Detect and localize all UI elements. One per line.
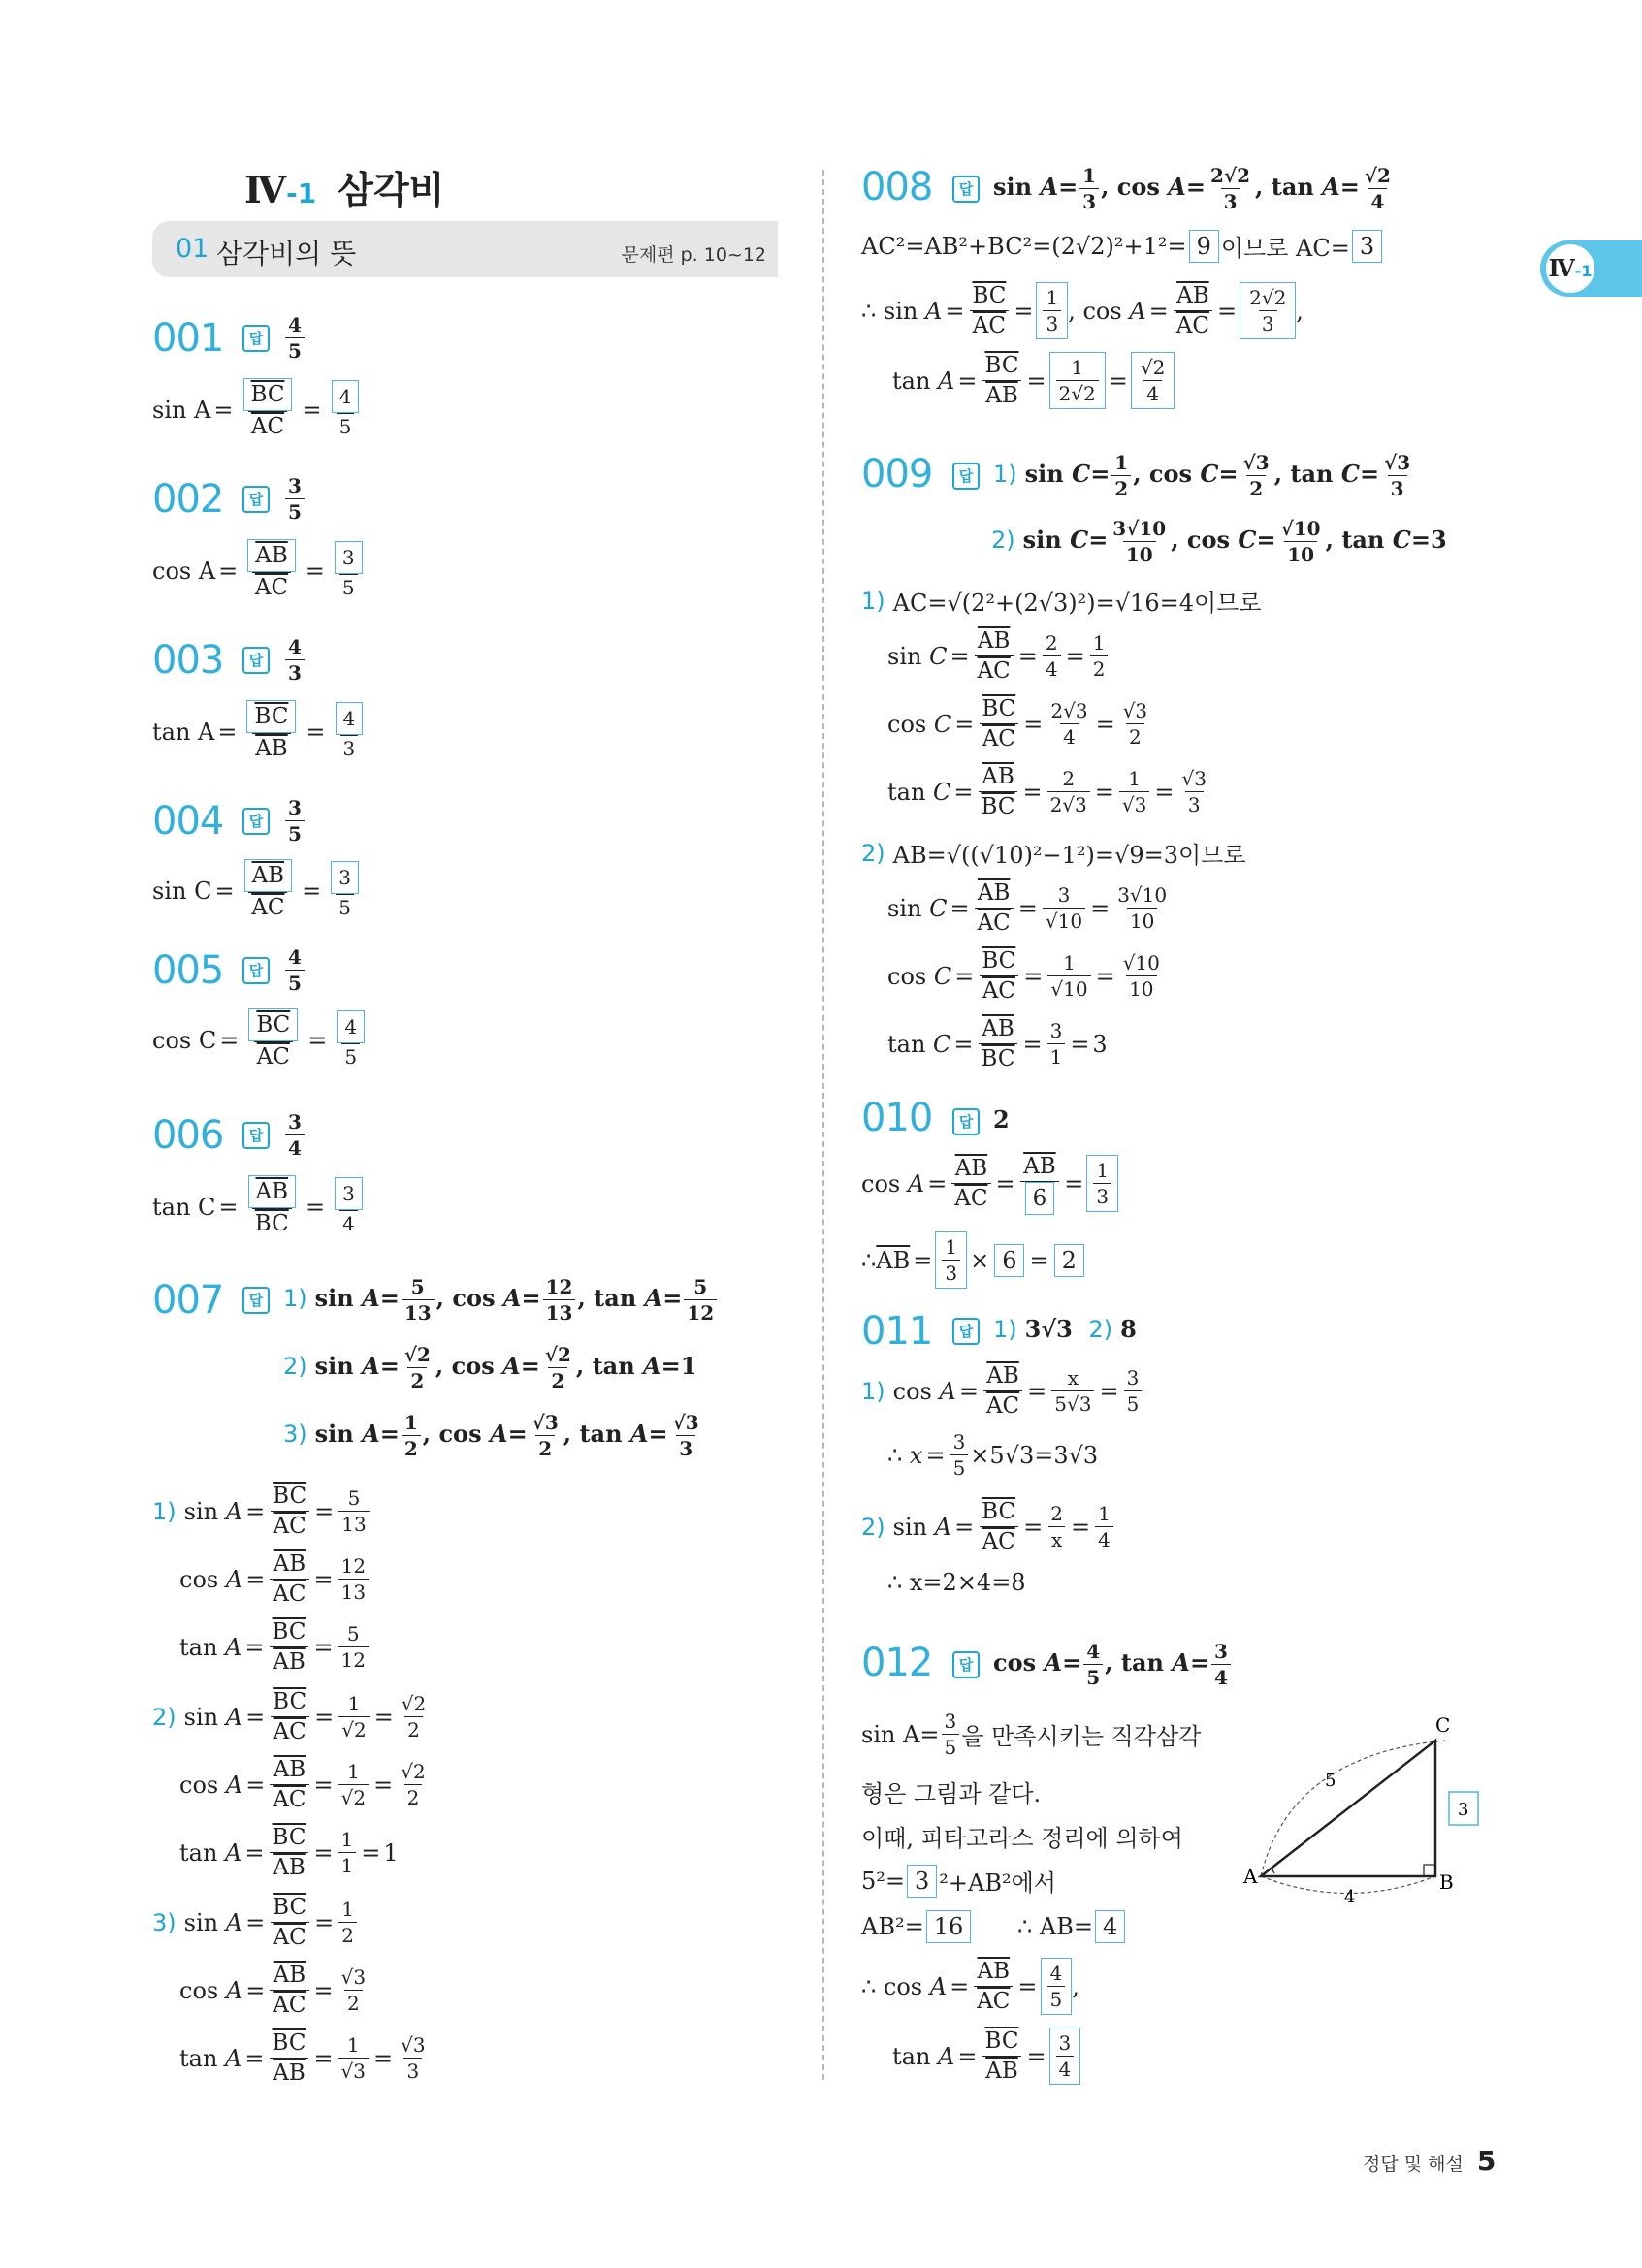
answer-icon: 답 [242,325,270,352]
answer-line: 답 $\frac{3}{5}$ [242,795,306,847]
answer-icon: 답 [242,808,270,835]
problem-number: 009 [861,452,933,496]
answer-icon: 답 [242,1287,270,1314]
right-triangle-figure [1232,1716,1484,1920]
answer-line: 답 $\frac{4}{3}$ [242,634,306,686]
solution-line: cos C = $\frac{\overline{BC}}{AC}$ = $\frac{2√3}{4}$ = $\frac{√3}{2}$ [887,696,1148,751]
answer-icon: 답 [952,1651,980,1678]
problem-number: 010 [861,1096,933,1140]
problem-number: 003 [152,638,224,683]
problem-number: 006 [152,1113,224,1158]
base-length: 4 [1344,1887,1356,1907]
answer-icon: 답 [952,176,980,203]
hypotenuse-length: 5 [1325,1771,1336,1791]
solution-line: ∴ $\overline{AB}$ = $\frac{1}{3}$ × 6 = 2 [861,1231,1086,1289]
answer-line: 답 $\frac{3}{4}$ [242,1109,306,1161]
answer-line: 답 cos A= $\frac{4}{5}$ , tan A= $\frac{3}{4}$ [952,1639,1233,1690]
solution-line: tan C = $\frac{\overline{AB}}{BC}$ = $\frac{3}{1}$ = 3 [887,1016,1108,1071]
solution-line: sin C = $\frac{\overline{AB}}{AC}$ = $\frac{3}{5}$ [152,859,366,922]
answer-line: 답 $\frac{3}{5}$ [242,473,306,525]
answer-line: 2) sin C= $\frac{3√10}{10}$ , cos C= $\frac{√10}{10}$ , tan C=3 [991,517,1447,566]
solution-line: tan A = $\frac{\overline{BC}}{AB}$ = $\frac{5}{12}$ [179,1617,370,1677]
solution-line: cos A = $\frac{\overline{AB}}{AC}$ = $\frac{\overline{AB}}{6}$ = $\frac{1}{3}$ [861,1152,1118,1215]
solution-line: cos C = $\frac{\overline{BC}}{AC}$ = $\frac{4}{5}$ [152,1008,371,1071]
solution-line: sin C = $\frac{\overline{AB}}{AC}$ = $\frac{2}{4}$ = $\frac{1}{2}$ [887,626,1110,686]
answer-line: 답 1) sin A= $\frac{5}{13}$ , cos A= $\frac{12}{13}$ , tan A= $\frac{5}{12}$ [242,1274,719,1326]
problem-number: 011 [861,1309,933,1354]
solution-line: 1) AC=√(2²+(2√3)²)=√16=4이므로 [861,587,1262,617]
solution-line: sin A = $\frac{\overline{BC}}{AC}$ = $\frac{4}{5}$ [152,378,366,441]
solution-line: ∴ sin A = $\frac{\overline{BC}}{AC}$ = $\frac{1}{3}$ , cos A = $\frac{\overline{AB}}{AC}$ = $\frac{2√2}{3}$ , [861,283,1304,338]
solution-line: cos A = $\frac{\overline{AB}}{AC}$ = $\frac{3}{5}$ [152,539,370,602]
solution-line: tan A = $\frac{\overline{BC}}{AB}$ = $\frac{1}{1}$ = 1 [179,1825,399,1880]
answer-line: 답 1) sin C= $\frac{1}{2}$ , cos C= $\frac{√3}{2}$ , tan C= $\frac{√3}{3}$ [952,450,1415,501]
solution-line: 이때, 피타고라스 정리에 의하여 [861,1825,1183,1852]
answer-line: 2) sin A= $\frac{√2}{2}$ , cos A= $\frac{√2}{2}$ , tan A=1 [283,1343,697,1392]
solution-line: tan A = $\frac{\overline{BC}}{AB}$ = $\frac{4}{3}$ [152,700,370,763]
page-footer [1363,2145,1496,2177]
solution-line: cos A = $\frac{\overline{AB}}{AC}$ = $\frac{12}{13}$ [179,1549,370,1609]
solution-line: tan C = $\frac{\overline{AB}}{BC}$ = $\frac{3}{4}$ [152,1175,370,1238]
solution-line: 2) sin A = $\frac{\overline{BC}}{AC}$ = $\frac{2}{x}$ = $\frac{1}{4}$ [861,1497,1115,1556]
triangle-shape [1261,1741,1435,1876]
problem-number: 008 [861,165,933,209]
solution-line: tan C = $\frac{\overline{AB}}{BC}$ = $\frac{2}{2√3}$ = $\frac{1}{√3}$ = $\frac{√3}{3}$ [887,764,1207,819]
solution-line: ∴ x = $\frac{3}{5}$ ×5√3=3√3 [887,1430,1099,1480]
section-title: 삼각비의 뜻 [216,238,357,270]
solution-line: tan A = $\frac{\overline{BC}}{AB}$ = $\frac{1}{2√2}$ = $\frac{√2}{4}$ [892,351,1175,410]
answer-line: 답 2 [952,1105,1010,1135]
answer-icon: 답 [952,463,980,490]
solution-line: tan A = $\frac{\overline{BC}}{AB}$ = $\frac{3}{4}$ [892,2027,1080,2086]
solution-line: 5²= 3 ²+AB²에서 [861,1864,1056,1898]
answer-line: 답 sin A= $\frac{1}{3}$ , cos A= $\frac{2√2}{3}$ , tan A= $\frac{√2}{4}$ [952,163,1396,214]
solution-line: 1) sin A = $\frac{\overline{BC}}{AC}$ = $\frac{5}{13}$ [152,1482,371,1541]
angle-mark [1272,1869,1274,1873]
answer-icon: 답 [242,1122,270,1149]
chapter-side-tab [1540,240,1642,297]
problem-number: 012 [861,1641,933,1685]
right-angle-mark [1424,1865,1435,1876]
vertex-label-a: A [1243,1865,1258,1888]
solution-line: sin C = $\frac{\overline{AB}}{AC}$ = $\frac{3}{√10}$ = $\frac{3√10}{10}$ [887,880,1168,936]
solution-line: 2) sin A = $\frac{\overline{BC}}{AC}$ = $\frac{1}{√2}$ = $\frac{√2}{2}$ [152,1689,427,1744]
solution-line: ∴ x=2×4=8 [887,1569,1026,1596]
answer-line: 답 $\frac{4}{5}$ [242,312,306,364]
problem-number: 001 [152,316,224,361]
section-reference: 문제편 p. 10~12 [621,244,766,266]
problem-number: 002 [152,477,224,522]
vertex-label-b: B [1439,1870,1454,1894]
solution-line: ∴ cos A = $\frac{\overline{AB}}{AC}$ = $\frac{4}{5}$ , [861,1959,1079,2014]
answer-icon: 답 [242,957,270,984]
solution-line: 1) cos A = $\frac{\overline{AB}}{AC}$ = $\frac{x}{5√3}$ = $\frac{3}{5}$ [861,1361,1143,1421]
solution-line: cos C = $\frac{\overline{BC}}{AC}$ = $\frac{1}{√10}$ = $\frac{√10}{10}$ [887,948,1160,1004]
answer-line: 3) sin A= $\frac{1}{2}$ , cos A= $\frac{√3}{2}$ , tan A= $\frac{√3}{3}$ [283,1411,699,1460]
side-tab-badge: Ⅳ-1 [1546,244,1594,293]
solution-line: AC²=AB²+BC²=(2√2)²+1²= 9 이므로 AC= 3 [861,229,1384,263]
answer-icon: 답 [952,1108,980,1135]
height-length: 3 [1458,1800,1469,1820]
chapter-subnumber: -1 [286,177,317,209]
solution-line: cos A = $\frac{\overline{AB}}{AC}$ = $\frac{1}{√2}$ = $\frac{√2}{2}$ [179,1757,426,1812]
chapter-title [244,160,444,213]
vertex-label-c: C [1435,1716,1451,1737]
answer-icon: 답 [242,486,270,513]
problem-number: 004 [152,799,224,844]
chapter-number: Ⅳ [244,168,287,211]
solution-line: cos A = $\frac{\overline{AB}}{AC}$ = $\frac{√3}{2}$ [179,1963,367,2018]
solution-line: AB²= 16 ∴ AB= 4 [861,1910,1127,1943]
section-header [152,221,778,277]
solution-line: sin A= $\frac{3}{5}$ 을 만족시키는 직각삼각 [861,1709,1202,1759]
page-number: 5 [1476,2145,1497,2177]
section-number: 01 [176,234,209,264]
chapter-name: 삼각비 [338,169,445,211]
answer-icon: 답 [952,1318,980,1345]
footer-label: 정답 및 해설 [1363,2154,1464,2175]
solution-line: 형은 그림과 같다. [861,1780,1042,1807]
problem-number: 007 [152,1278,224,1323]
solution-line: tan A = $\frac{\overline{BC}}{AB}$ = $\frac{1}{√3}$ = $\frac{√3}{3}$ [179,2030,426,2086]
answer-line: 답 $\frac{4}{5}$ [242,944,306,996]
answer-icon: 답 [242,647,270,674]
solution-line: 3) sin A = $\frac{\overline{BC}}{AC}$ = $\frac{1}{2}$ [152,1893,359,1952]
answer-line: 답 1) 3√3 2) 8 [952,1315,1137,1345]
column-divider [822,170,824,2080]
problem-number: 005 [152,948,224,993]
solution-line: 2) AB=√((√10)²−1²)=√9=3이므로 [861,839,1246,869]
